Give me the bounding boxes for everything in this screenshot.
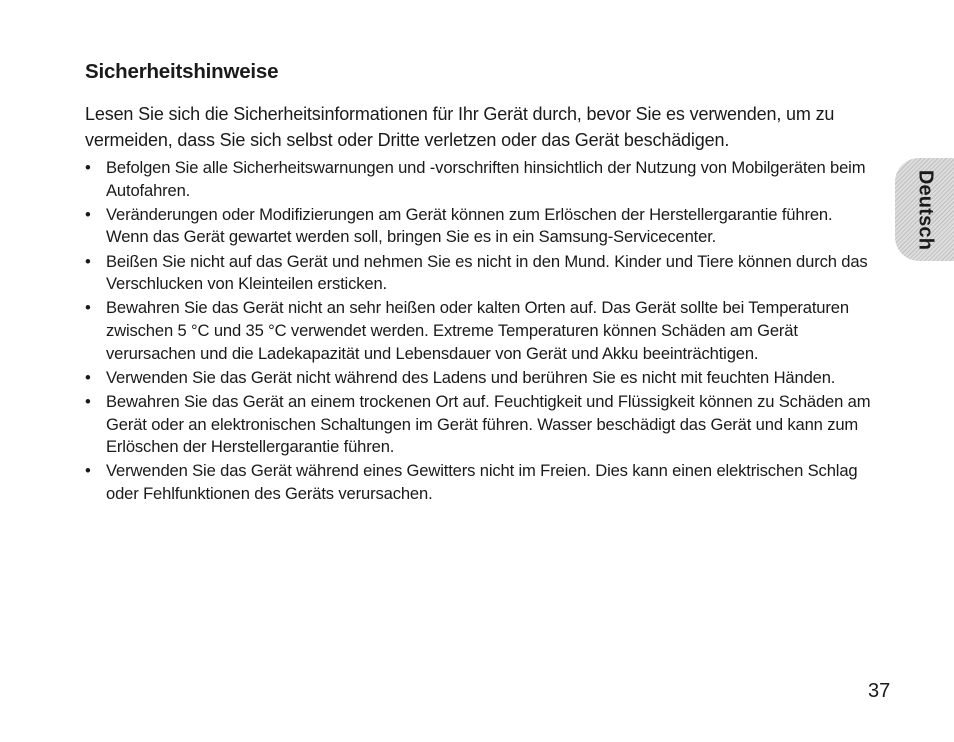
bullet-item <box>85 251 875 296</box>
bullet-marker: • <box>85 461 91 481</box>
bullet-marker: • <box>85 251 91 271</box>
bullet-marker: • <box>85 367 91 387</box>
main-content <box>85 60 875 507</box>
bullet-text: Veränderungen oder Modifizierungen am Gerät können zum Erlöschen der Herstellergarantie führen. Wenn das Gerät gewartet werden soll, bringen Sie es in ein Samsung-Servicecenter. <box>106 204 833 247</box>
section-heading: Sicherheitshinweise <box>85 60 279 83</box>
safety-bullet-list <box>85 157 875 505</box>
bullet-text: Bewahren Sie das Gerät an einem trockenen Ort auf. Feuchtigkeit und Flüssigkeit können zu Schäden am Gerät oder an elektronischen Schaltungen im Gerät führen. Wasser beschädigt das Gerät und kann zum Erlöschen der Herstellergarantie führen. <box>106 391 871 457</box>
bullet-item <box>85 460 875 505</box>
page-number: 37 <box>868 680 891 702</box>
bullet-item <box>85 204 875 249</box>
bullet-text: Verwenden Sie das Gerät nicht während des Ladens und berühren Sie es nicht mit feuchten Händen. <box>106 367 836 387</box>
bullet-item <box>85 297 875 365</box>
bullet-item <box>85 157 875 202</box>
bullet-marker: • <box>85 158 91 177</box>
language-side-tab <box>895 158 954 261</box>
bullet-item <box>85 367 875 390</box>
language-tab-label: Deutsch <box>914 169 936 250</box>
bullet-marker: • <box>85 204 91 224</box>
bullet-text: Verwenden Sie das Gerät während eines Gewitters nicht im Freien. Dies kann einen elektrischen Schlag oder Fehlfunktionen des Geräts verursachen. <box>106 461 858 503</box>
bullet-marker: • <box>85 298 91 318</box>
bullet-text: Befolgen Sie alle Sicherheitswarnungen und -vorschriften hinsichtlich der Nutzung von Mobilgeräten beim Autofahren. <box>106 158 866 200</box>
intro-paragraph: Lesen Sie sich die Sicherheitsinformationen für Ihr Gerät durch, bevor Sie es verwenden, um zu vermeiden, dass Sie sich selbst oder Dritte verletzen oder das Gerät beschädigen. <box>85 104 835 150</box>
bullet-item <box>85 391 875 459</box>
bullet-text: Bewahren Sie das Gerät nicht an sehr heißen oder kalten Orten auf. Das Gerät sollte bei Temperaturen zwischen 5 °C und 35 °C verwendet werden. Extreme Temperaturen können Schäden am Gerät verursachen und die Ladekapazität und Lebensdauer von Gerät und Akku beeinträchtigen. <box>106 298 849 363</box>
bullet-text: Beißen Sie nicht auf das Gerät und nehmen Sie es nicht in den Mund. Kinder und Tiere können durch das Verschlucken von Kleinteilen ersticken. <box>106 251 868 294</box>
bullet-marker: • <box>85 391 91 411</box>
